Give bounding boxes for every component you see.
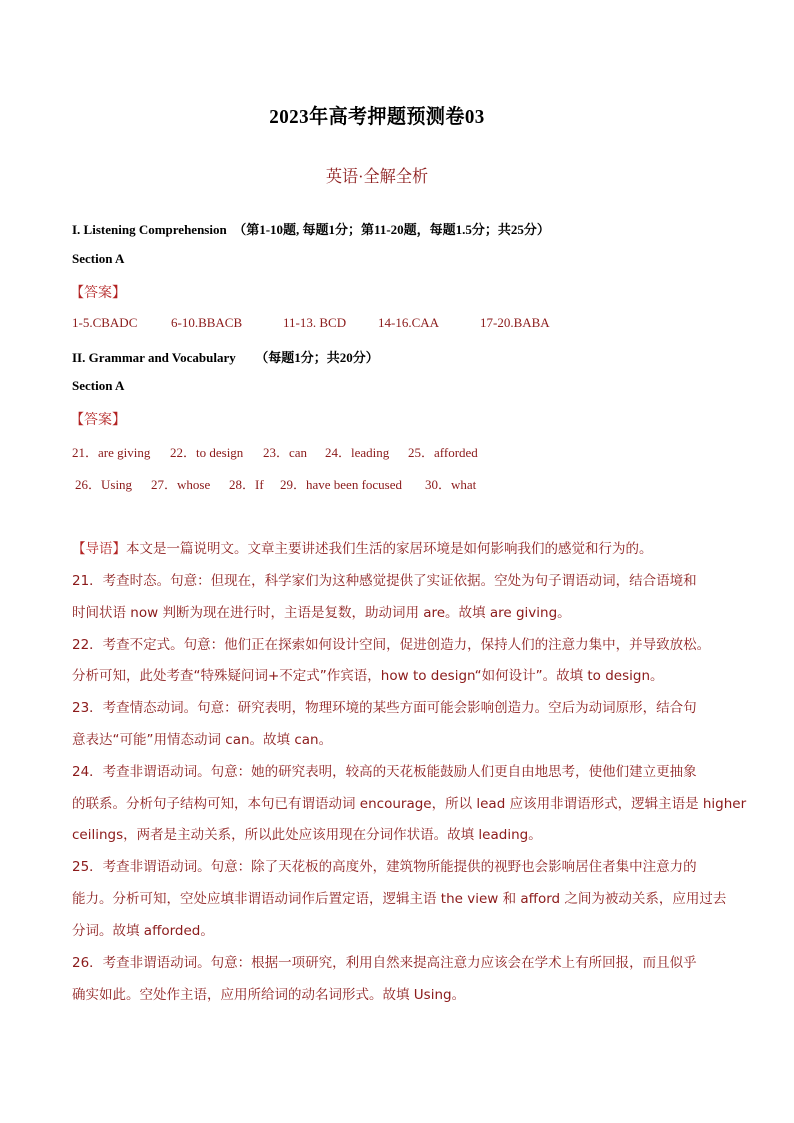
listening-answer-3: 11-13. BCD — [283, 315, 347, 330]
grammar-answer-28: 28．If — [229, 477, 264, 492]
grammar-section-a: Section A — [72, 378, 125, 393]
listening-section-a: Section A — [72, 251, 125, 266]
grammar-answer-25: 25．afforded — [408, 445, 478, 460]
grammar-answer-30: 30．what — [425, 477, 477, 492]
document-subtitle: 英语·全解全析 — [325, 167, 429, 186]
analysis-line: 22．考查不定式。句意：他们正在探索如何设计空间，促进创造力，保持人们的注意力集中，并导致放松。 — [72, 637, 711, 653]
intro-paragraph — [72, 537, 653, 557]
analysis-line: 意表达“可能”用情态动词 can。故填 can。 — [72, 732, 333, 748]
analysis-line: 23．考查情态动词。句意：研究表明，物理环境的某些方面可能会影响创造力。空后为动词原形，结合句 — [72, 700, 697, 716]
grammar-answer-23: 23．can — [263, 445, 308, 460]
analysis-line: 21．考查时态。句意：但现在，科学家们为这种感觉提供了实证依据。空处为句子谓语动词，结合语境和 — [72, 573, 697, 589]
analysis-line: ceilings，两者是主动关系，所以此处应该用现在分词作状语。故填 leading。 — [72, 827, 542, 843]
analysis-line: 确实如此。空处作主语，应用所给词的动名词形式。故填 Using。 — [72, 987, 466, 1003]
analysis-line: 的联系。分析句子结构可知，本句已有谓语动词 encourage，所以 lead 应该用非谓语形式，逻辑主语是 higher — [72, 796, 747, 812]
analysis-line: 分析可知，此处考查“特殊疑问词+不定式”作宾语，how to design“如何设计”。故填 to design。 — [72, 668, 664, 684]
grammar-answer-29: 29．have been focused — [280, 477, 403, 492]
intro-label: 【导语】 — [72, 541, 126, 557]
listening-answer-label: 【答案】 — [70, 286, 126, 301]
grammar-answer-22: 22．to design — [170, 445, 244, 460]
listening-answer-4: 14-16.CAA — [378, 315, 440, 330]
grammar-answer-label: 【答案】 — [70, 413, 126, 428]
analysis-line: 能力。分析可知，空处应填非谓语动词作后置定语，逻辑主语 the view 和 afford 之间为被动关系，应用过去 — [72, 891, 727, 907]
intro-text: 本文是一篇说明文。文章主要讲述我们生活的家居环境是如何影响我们的感觉和行为的。 — [126, 541, 653, 557]
grammar-answer-27: 27．whose — [151, 477, 211, 492]
analysis-line: 24．考查非谓语动词。句意：她的研究表明，较高的天花板能鼓励人们更自由地思考，使他们建立更抽象 — [72, 764, 697, 780]
listening-heading: I. Listening Comprehension （第1-10题, 每题1分；第11-20题，每题1.5分；共25分） — [72, 222, 550, 237]
listening-answer-5: 17-20.BABA — [480, 315, 550, 330]
analysis-line: 分词。故填 afforded。 — [72, 923, 214, 939]
listening-answer-2: 6-10.BBACB — [171, 315, 243, 330]
analysis-line: 时间状语 now 判断为现在进行时，主语是复数，助动词用 are。故填 are giving。 — [72, 605, 571, 621]
document-title: 2023年高考押题预测卷03 — [269, 106, 485, 128]
analysis-line: 25．考查非谓语动词。句意：除了天花板的高度外，建筑物所能提供的视野也会影响居住者集中注意力的 — [72, 859, 697, 875]
grammar-heading: II. Grammar and Vocabulary （每题1分；共20分） — [72, 350, 379, 365]
grammar-answer-21: 21．are giving — [72, 445, 151, 460]
grammar-answer-26: 26．Using — [75, 477, 133, 492]
analysis-line: 26．考查非谓语动词。句意：根据一项研究，利用自然来提高注意力应该会在学术上有所回报，而且似乎 — [72, 955, 697, 971]
grammar-answer-24: 24．leading — [325, 445, 390, 460]
listening-answer-1: 1-5.CBADC — [72, 315, 138, 330]
